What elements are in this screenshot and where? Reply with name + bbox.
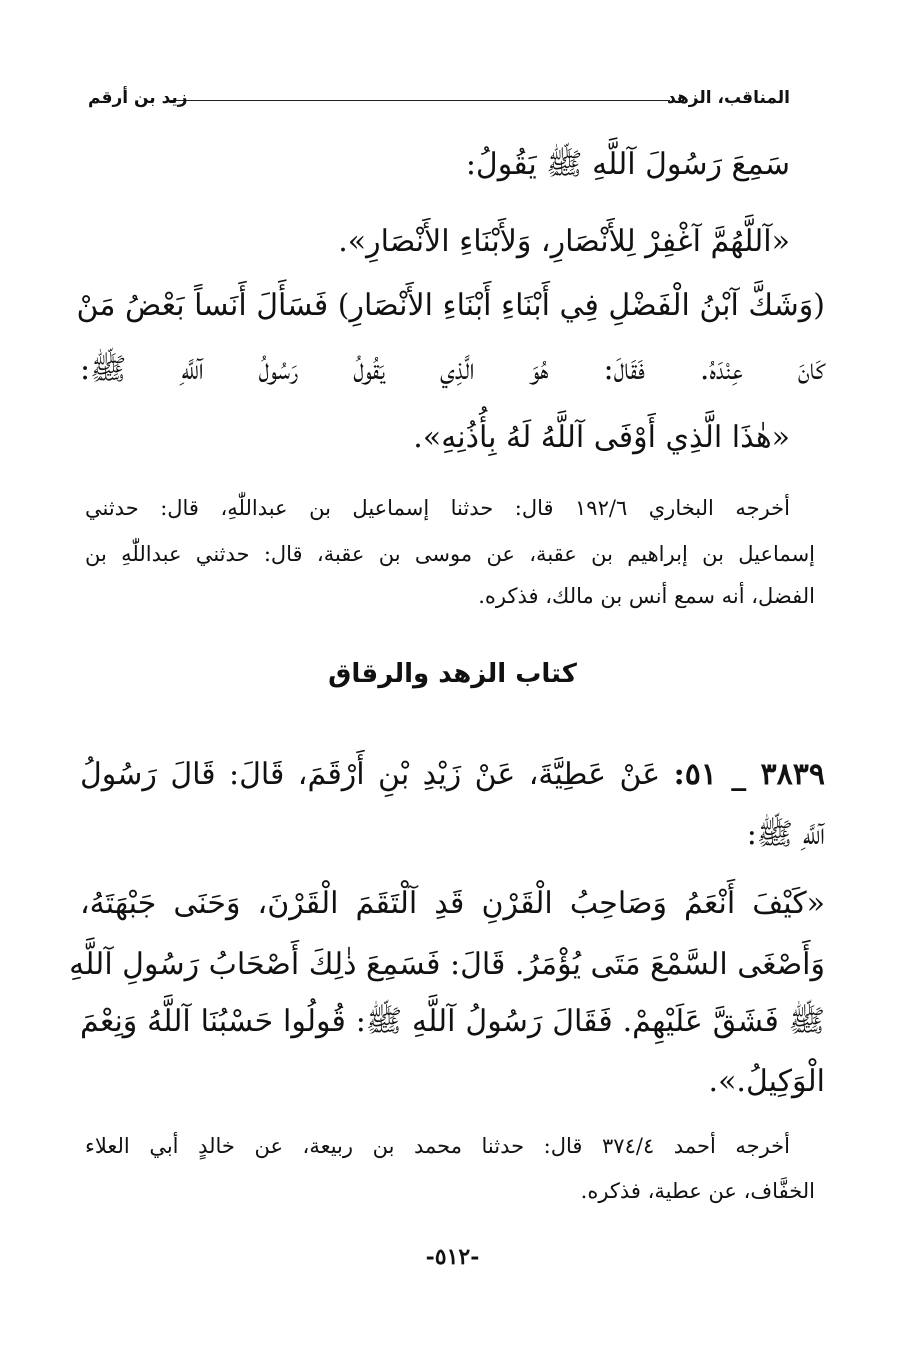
takhrij-line: أخرجه أحمد ٣٧٤/٤ قال: حدثنا محمد بن ربيعة، عن خالدٍ أبي العلاء [85,1134,790,1158]
header-rule [170,100,670,101]
section-title: كتاب الزهد والرقاق [328,659,577,689]
hadith-matn-line: ﷺ فَشَقَّ عَلَيْهِمْ. فَقَالَ رَسُولُ آللَّهِ ﷺ: قُولُوا حَسْبُنَا آللَّهُ وَنِعْمَ [80,1004,825,1039]
hadith-text-line: كَانَ عِنْدَهُ. فَقَالَ: هُوَ الَّذِي يَقُولُ رَسُولُ آللَّهِ ﷺ: [80,352,825,387]
page-number: -٥١٢- [425,1244,480,1270]
hadith-number: ٣٨٣٩ _ ٥١: [673,757,825,792]
running-header [88,86,790,116]
takhrij-line: الفضل، أنه سمع أنس بن مالك، فذكره. [478,584,815,608]
hadith-isnad-line [80,755,825,795]
header-topic: زيد بن أرقم [88,88,188,108]
hadith-quote-line: «آللَّهُمَّ آغْفِرْ لِلأَنْصَارِ، وَلأَبْنَاءِ الأَنْصَارِ». [338,224,790,259]
hadith-matn-line: «كَيْفَ أَنْعَمُ وَصَاحِبُ الْقَرْنِ قَدِ آلْتَقَمَ الْقَرْنَ، وَحَنَى جَبْهَتَهُ، [80,886,825,921]
takhrij-line: إسماعيل بن إبراهيم بن عقبة، عن موسى بن عقبة، قال: حدثني عبداللّٰهِ بن [85,542,815,566]
hadith-isnad-line: آللَّهِ ﷺ: [746,817,825,852]
hadith-intro-line: سَمِعَ رَسُولَ آللَّهِ ﷺ يَقُولُ: [465,147,790,182]
hadith-isnad-text: عَنْ عَطِيَّةَ، عَنْ زَيْدِ بْنِ أَرْقَمَ، قَالَ: قَالَ رَسُولُ [80,757,661,792]
header-section-title: المناقب، الزهد [667,88,790,108]
hadith-matn-line: وَأَصْغَى السَّمْعَ مَتَى يُؤْمَرُ. قَالَ: فَسَمِعَ ذٰلِكَ أَصْحَابُ رَسُولِ آللَّهِ [69,947,825,982]
takhrij-line: أخرجه البخاري ١٩٢/٦ قال: حدثنا إسماعيل بن عبداللّٰهِ، قال: حدثني [85,496,790,520]
hadith-matn-line: الْوَكِيلُ.». [708,1064,825,1099]
takhrij-line: الخفَّاف، عن عطية، فذكره. [580,1179,815,1203]
hadith-text-line: (وَشَكَّ آبْنُ الْفَضْلِ فِي أَبْنَاءِ أَبْنَاءِ الأَنْصَارِ) فَسَأَلَ أَنَساً بَعْضُ مَنْ [76,288,825,323]
hadith-quote-line: «هٰذَا الَّذِي أَوْفَى آللَّهُ لَهُ بِأُذُنِهِ». [413,420,790,455]
